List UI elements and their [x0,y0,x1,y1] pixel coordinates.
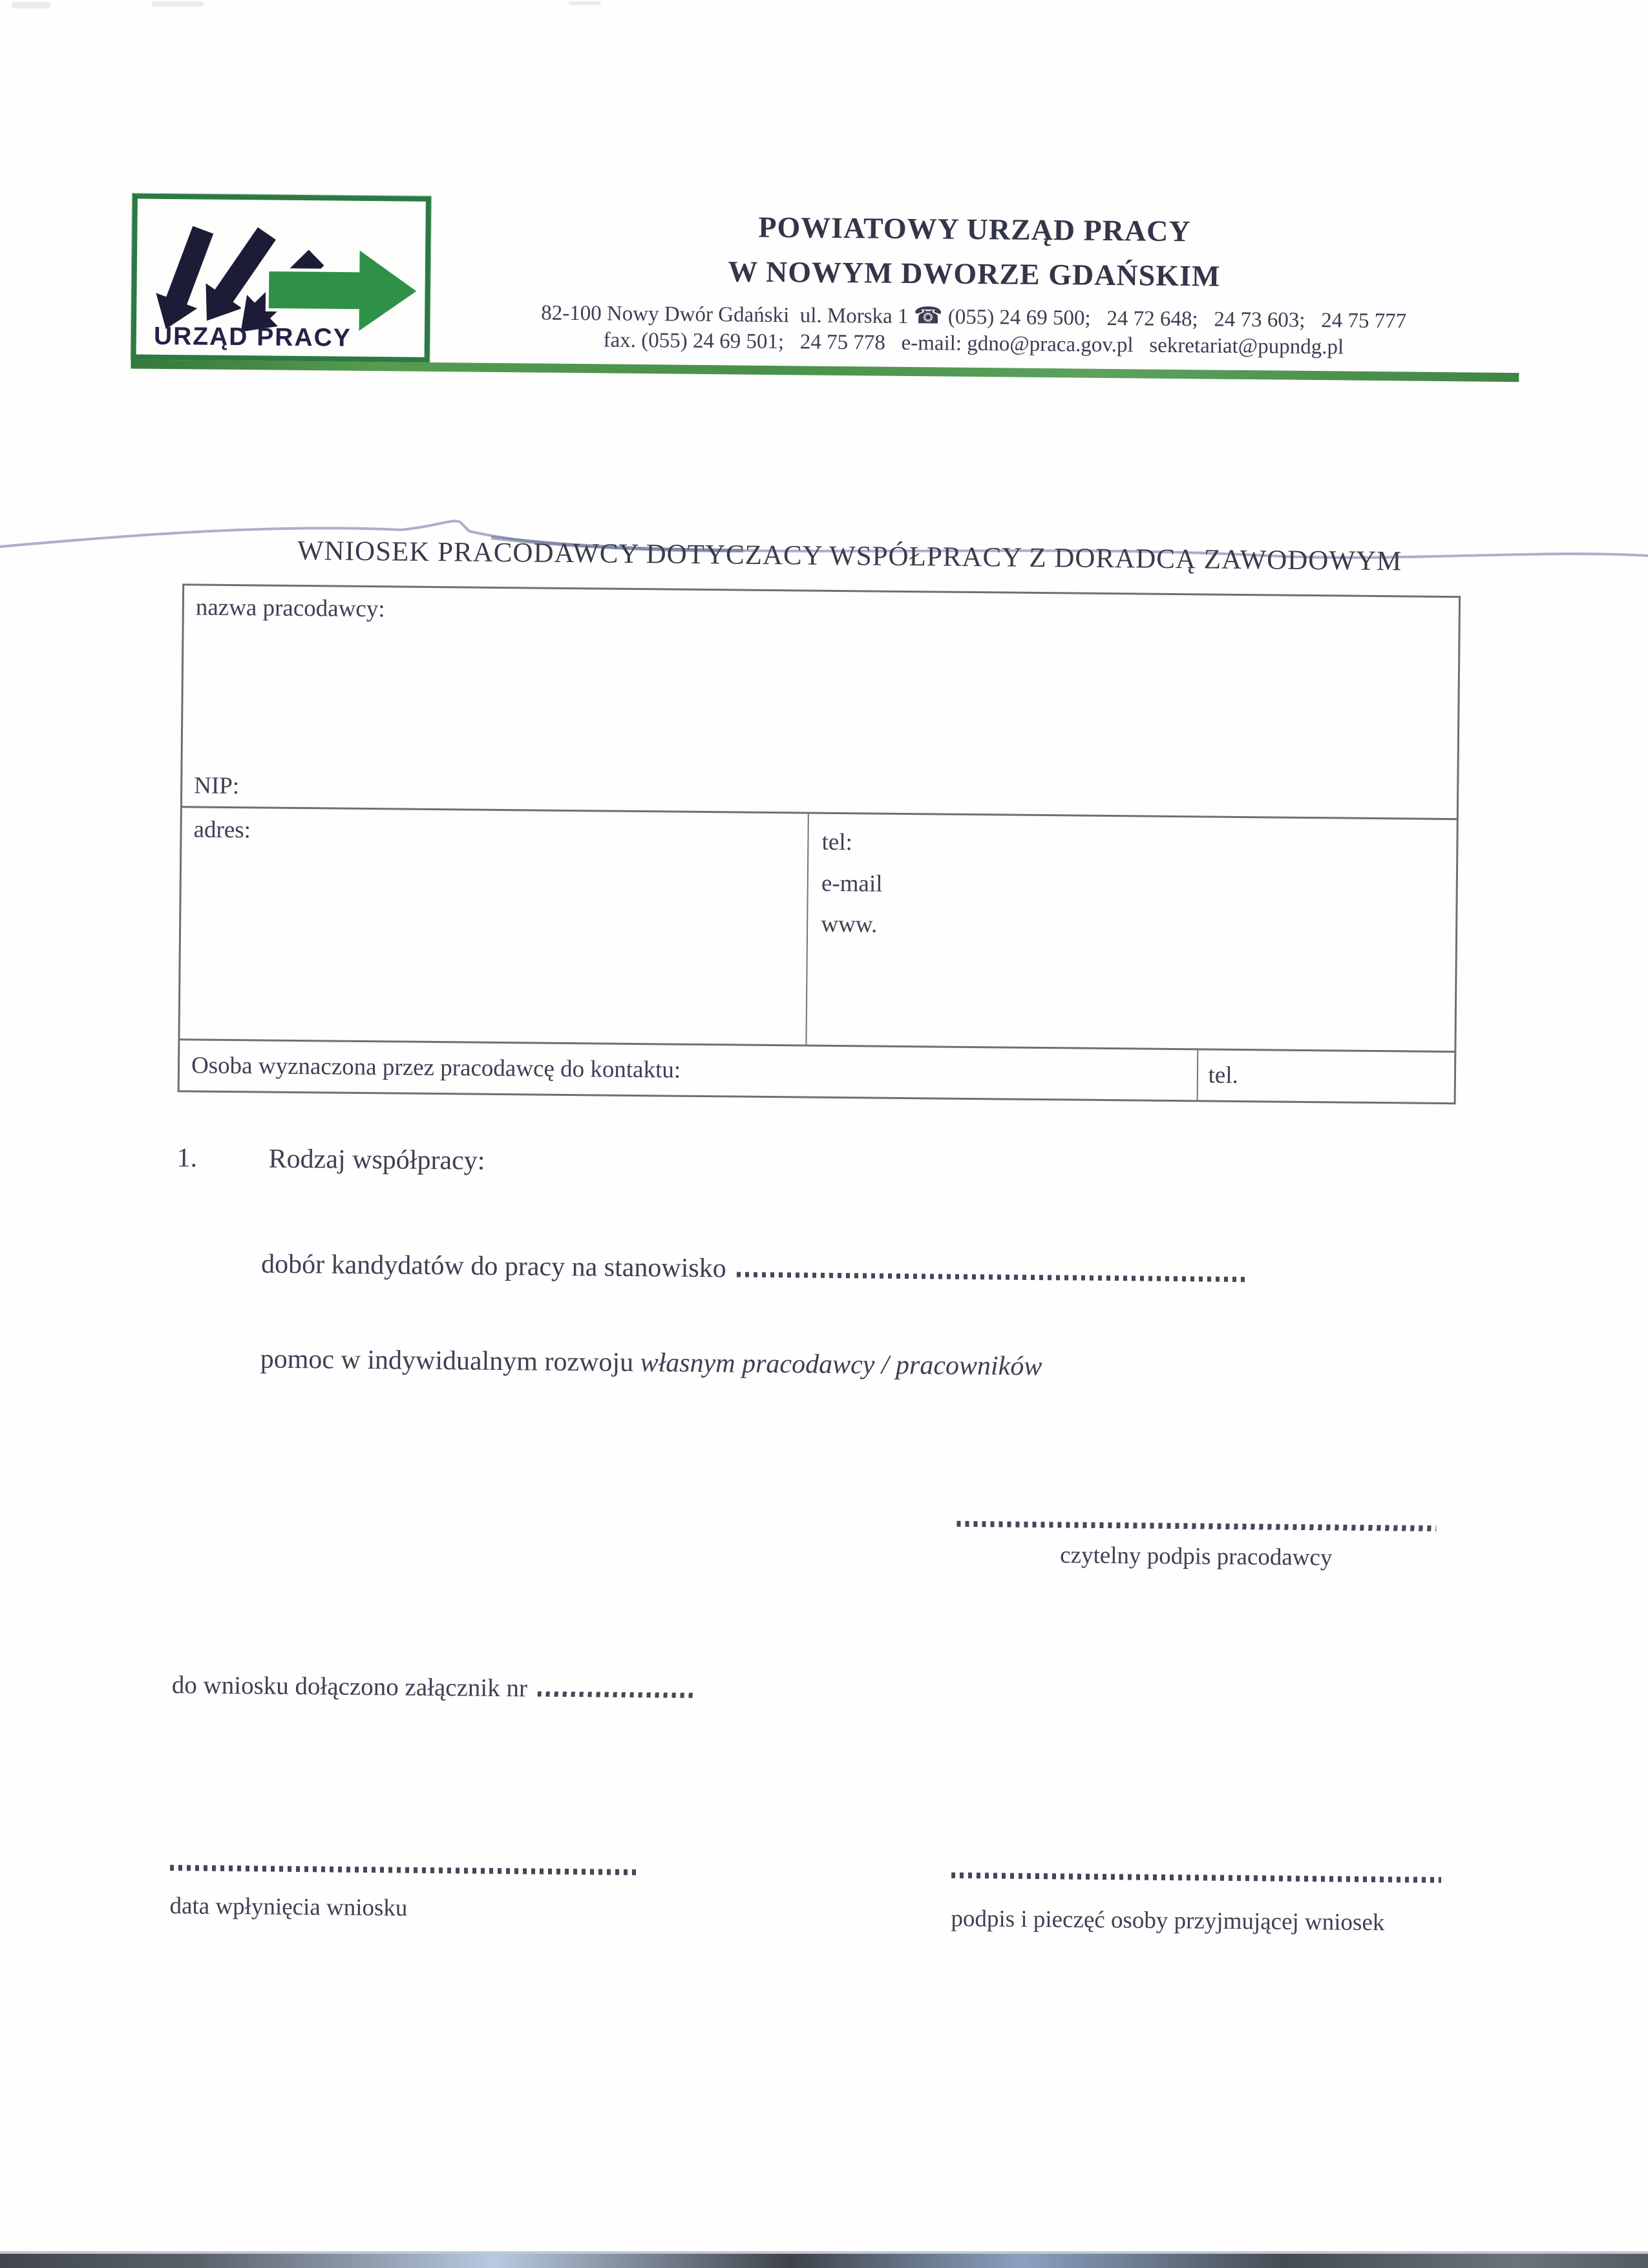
letterhead-text [430,196,1519,373]
phone-icon: ☎ [913,302,943,329]
fax-email-line: fax. (055) 24 69 501; 24 75 778 e-mail: gdno@praca.gov.pl sekretariat@pupndg.pl [603,328,1344,359]
employer-name-label: nazwa pracodawcy: [195,594,385,623]
contact-person-label: Osoba wyznaczona przez pracodawcę do kontaktu: [191,1052,681,1084]
form-title: WNIOSEK PRACODAWCY DOTYCZACY WSPÓŁPRACY Z DORADCĄ ZAWODOWYM [297,535,1402,577]
org-name-line1: POWIATOWY URZĄD PRACY [758,210,1191,248]
employer-signature-dotted-line [956,1521,1436,1531]
table-row-address-contact [178,808,1458,1053]
section1-title: Rodzaj współpracy: [268,1144,485,1176]
option-candidates-line [261,1248,1247,1289]
contact-tel-cell [1198,1050,1454,1102]
attachment-number-fill-in-dots [538,1692,694,1698]
nip-label: NIP: [194,772,240,800]
option-development-line [260,1343,1042,1382]
scan-bottom-edge [0,2251,1648,2268]
option-candidates-text: dobór kandydatów do pracy na stanowisko [260,1249,726,1284]
table-row-employer-name [180,583,1461,820]
section-cooperation-type [176,1142,1463,1382]
urzad-pracy-logo [131,193,431,362]
address-cell [180,808,809,1044]
tel-label: tel: [821,828,853,856]
position-fill-in-dots [737,1272,1247,1283]
date-received-dotted-line [170,1865,637,1875]
section1-heading [176,1142,1463,1186]
contact-cell [807,814,1457,1051]
phone-numbers: (055) 24 69 500; 24 72 648; 24 73 603; 24 75 777 [942,305,1407,333]
option-development-text: pomoc w indywidualnym rozwoju [260,1344,640,1378]
option-development-italic-text: własnym pracodawcy / pracowników [640,1348,1042,1382]
contact-tel-label: tel. [1208,1062,1239,1089]
attachment-line [172,1670,695,1705]
org-name-line2: W NOWYM DWORZE GDAŃSKIM [728,255,1221,293]
section1-number: 1. [176,1143,198,1173]
employer-signature-caption: czytelny podpis pracodawcy [1060,1542,1333,1571]
logo-caption: URZĄD PRACY [153,322,352,352]
letterhead [131,193,1519,373]
address-label: adres: [193,816,251,844]
contact-person-cell [180,1040,1198,1100]
employer-data-table [178,583,1461,1104]
attachment-label: do wniosku dołączono załącznik nr [171,1671,528,1703]
email-label: e-mail [821,870,883,898]
receiver-signature-dotted-line [951,1873,1441,1883]
date-received-caption: data wpłynięcia wniosku [169,1893,408,1922]
www-label: www. [821,911,878,938]
receiver-signature-caption: podpis i pieczęć osoby przyjmującej wniosek [951,1905,1385,1937]
address-text: 82-100 Nowy Dwór Gdański ul. Morska 1 [541,301,914,329]
